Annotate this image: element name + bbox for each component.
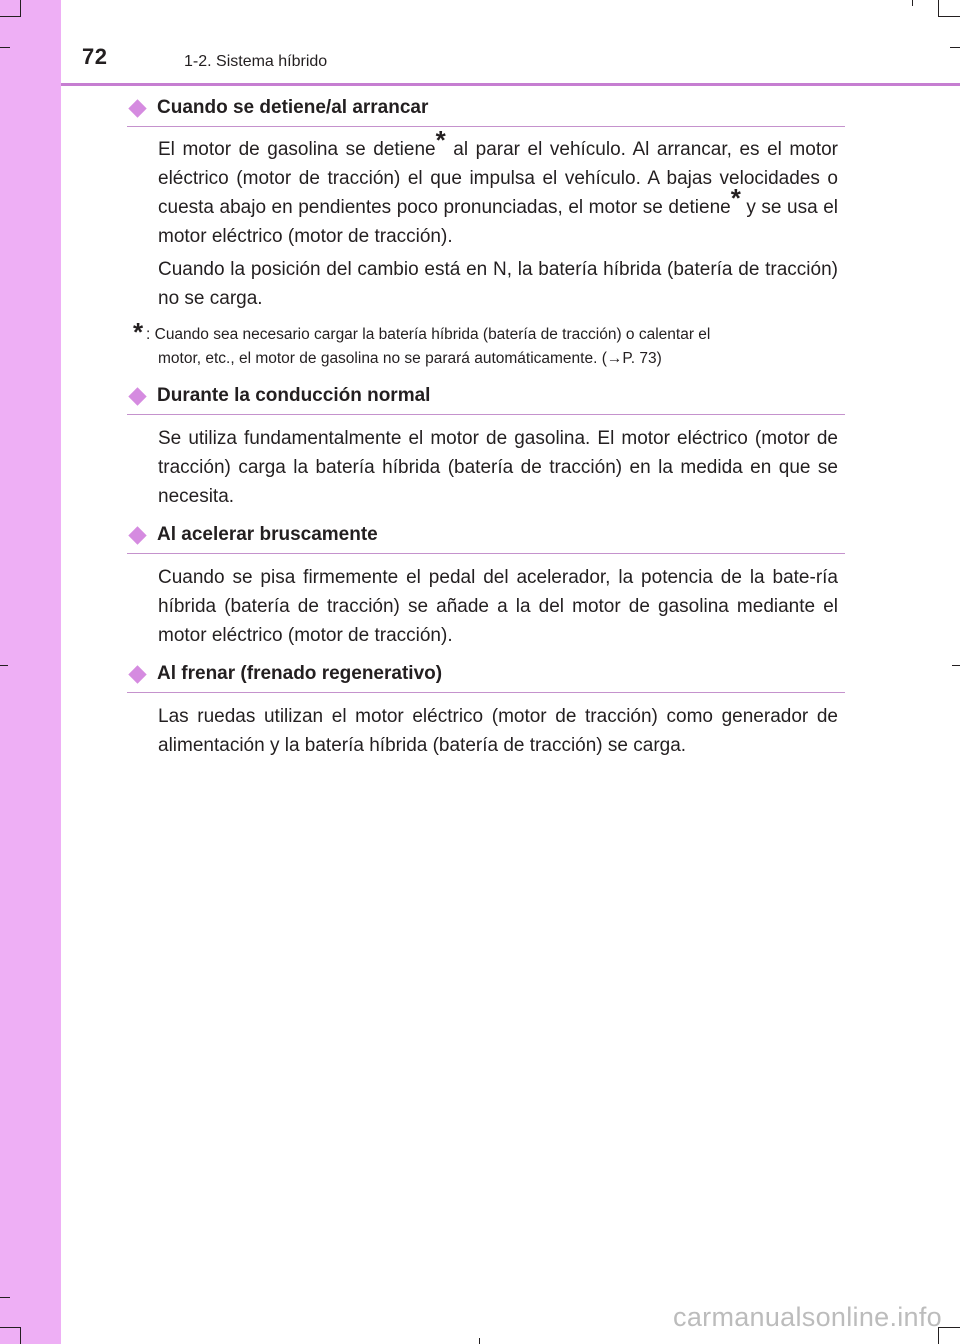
footnote-asterisk: * (133, 317, 144, 347)
heading-text: Durante la conducción normal (157, 385, 431, 406)
heading-cuando-se-detiene (127, 96, 845, 127)
paragraph: El motor de gasolina se detiene* al parar el vehículo. Al arrancar, es el motor eléctrico (motor de tracción) el que impulsa el vehículo. A bajas velocidades o cuesta abajo en pendientes poco pronunciadas, el motor se detiene* y se usa el motor eléctrico (motor de tracción). (158, 125, 839, 247)
paragraph: Las ruedas utilizan el motor eléctrico (motor de tracción) como generador de alimentación y la batería híbrida (batería de tracción) se carga. (158, 706, 838, 756)
page-reference: P. 73) (622, 350, 662, 367)
heading-text: Al frenar (frenado regenerativo) (157, 663, 443, 684)
header-rule (61, 83, 960, 86)
paragraph: Se utiliza fundamentalmente el motor de gasolina. El motor eléctrico (motor de tracción) carga la batería híbrida (batería de tracción) en la medida en que se necesita. (158, 428, 838, 507)
arrow-icon: → (606, 350, 623, 367)
heading-al-acelerar (127, 523, 845, 554)
heading-text: Cuando se detiene/al arrancar (157, 97, 429, 118)
paragraph: Cuando la posición del cambio está en N, la batería híbrida (batería de tracción) no se carga. (158, 259, 838, 309)
asterisk-marker: * (730, 183, 741, 213)
diamond-bullet-icon (128, 665, 146, 683)
watermark: carmanualsonline.info (673, 1302, 942, 1332)
side-color-strip (0, 0, 61, 1344)
heading-durante-la-conduccion (127, 384, 845, 415)
paragraph: Cuando se pisa firmemente el pedal del acelerador, la potencia de la bate-ría híbrida (batería de tracción) se añade a la del motor de gasolina mediante el motor eléctrico (motor de tracción). (158, 567, 838, 646)
asterisk-marker: * (435, 125, 446, 155)
footnote: : Cuando sea necesario cargar la batería híbrida (batería de tracción) o calentar el motor, etc., el motor de gasolina no se parará automáticamente. (→P. 73) (146, 326, 711, 367)
heading-al-frenar (127, 662, 845, 693)
diamond-bullet-icon (128, 99, 146, 117)
diamond-bullet-icon (128, 387, 146, 405)
heading-text: Al acelerar bruscamente (157, 524, 378, 545)
page-number: 72 (82, 44, 108, 69)
section-title: 1-2. Sistema híbrido (184, 53, 328, 70)
diamond-bullet-icon (128, 526, 146, 544)
